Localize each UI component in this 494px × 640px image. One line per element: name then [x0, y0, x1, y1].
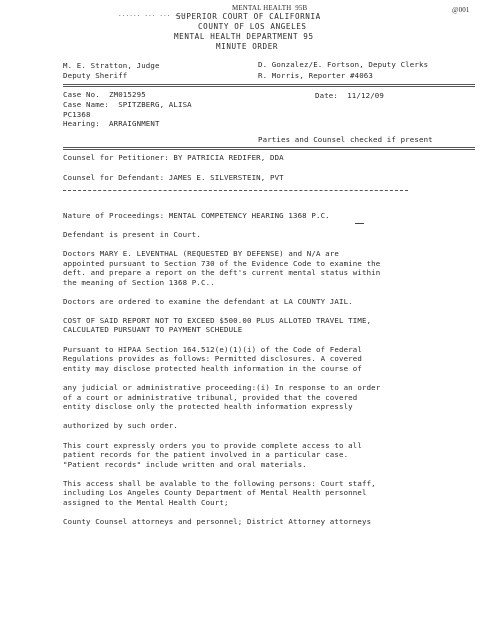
- department-name: MENTAL HEALTH DEPARTMENT 95: [174, 32, 314, 41]
- court-reporter: R. Morris, Reporter #4063: [258, 71, 373, 80]
- doctors-line-3: deft. and prepare a report on the deft's current mental status within: [63, 268, 381, 277]
- access-line-2: patient records for the patient involved in a particular case.: [63, 450, 349, 459]
- persons-line-2: including Los Angeles County Department of Mental Health personnel: [63, 488, 367, 497]
- case-number: Case No. ZM015295: [63, 90, 146, 99]
- judicial-line-1: any judicial or administrative proceeding:(i) In response to an order: [63, 383, 381, 392]
- judicial-line-3: entity disclose only the protected health information expressly: [63, 402, 353, 411]
- persons-line-1: This access shall be avalable to the following persons: Court staff,: [63, 479, 376, 488]
- doctors-line-2: appointed pursuant to Section 730 of the Evidence Code to examine the: [63, 259, 381, 268]
- court-name: SUPERIOR COURT OF CALIFORNIA: [176, 12, 321, 21]
- judge-name: M. E. Stratton, Judge: [63, 61, 160, 70]
- deputy-clerks: D. Gonzalez/E. Fortson, Deputy Clerks: [258, 60, 429, 69]
- county-name: COUNTY OF LOS ANGELES: [198, 22, 307, 31]
- counsel-divider: [63, 147, 475, 150]
- page-code: @001: [452, 6, 470, 14]
- hipaa-line-2: Regulations provides as follows: Permitted disclosures. A covered: [63, 354, 362, 363]
- counsel-for-defendant: Counsel for Defendant: JAMES E. SILVERSTEIN, PVT: [63, 173, 284, 182]
- hearing-date: Date: 11/12/09: [315, 91, 384, 100]
- doctors-line-4: the meaning of Section 1368 P.C..: [63, 278, 215, 287]
- order-title: MINUTE ORDER: [216, 42, 279, 51]
- authorized-line: authorized by such order.: [63, 421, 178, 430]
- fax-header-line: MENTAL HEALTH 95B: [232, 4, 308, 12]
- counsel-for-petitioner: Counsel for Petitioner: BY PATRICIA REDIFER, DDA: [63, 153, 284, 162]
- hearing-type: Hearing: ARRAIGNMENT: [63, 119, 160, 128]
- persons-line-3: assigned to the Mental Health Court;: [63, 498, 229, 507]
- header-divider: [63, 84, 475, 87]
- fax-transmission-mark: ...... ... ... ....: [118, 11, 190, 18]
- doctors-line-1: Doctors MARY E. LEVENTHAL (REQUESTED BY DEFENSE) and N/A are: [63, 249, 339, 258]
- county-counsel-line: County Counsel attorneys and personnel; District Attorney attorneys: [63, 517, 372, 526]
- examine-order: Doctors are ordered to examine the defendant at LA COUNTY JAIL.: [63, 297, 353, 306]
- cost-line-1: COST OF SAID REPORT NOT TO EXCEED $500.00 PLUS ALLOTED TRAVEL TIME,: [63, 316, 372, 325]
- pc-code: PC1368: [63, 110, 91, 119]
- defendant-present: Defendant is present in Court.: [63, 230, 201, 239]
- judicial-line-2: of a court or administrative tribunal, provided that the covered: [63, 393, 358, 402]
- deputy-sheriff: Deputy Sheriff: [63, 71, 128, 80]
- access-line-1: This court expressly orders you to provide complete access to all: [63, 441, 362, 450]
- hipaa-line-3: entity may disclose protected health information in the course of: [63, 364, 362, 373]
- access-line-3: "Patient records" include written and oral materials.: [63, 460, 307, 469]
- nature-of-proceedings: Nature of Proceedings: MENTAL COMPETENCY HEARING 1368 P.C.: [63, 211, 330, 220]
- parties-checked-note: Parties and Counsel checked if present: [258, 135, 433, 144]
- counsel-underline: [63, 190, 408, 191]
- hipaa-line-1: Pursuant to HIPAA Section 164.512(e)(1)(i) of the Code of Federal: [63, 345, 362, 354]
- cost-line-2: CALCULATED PURSUANT TO PAYMENT SCHEDULE: [63, 325, 243, 334]
- case-name: Case Name: SPITZBERG, ALISA: [63, 100, 192, 109]
- stray-mark: [355, 223, 364, 224]
